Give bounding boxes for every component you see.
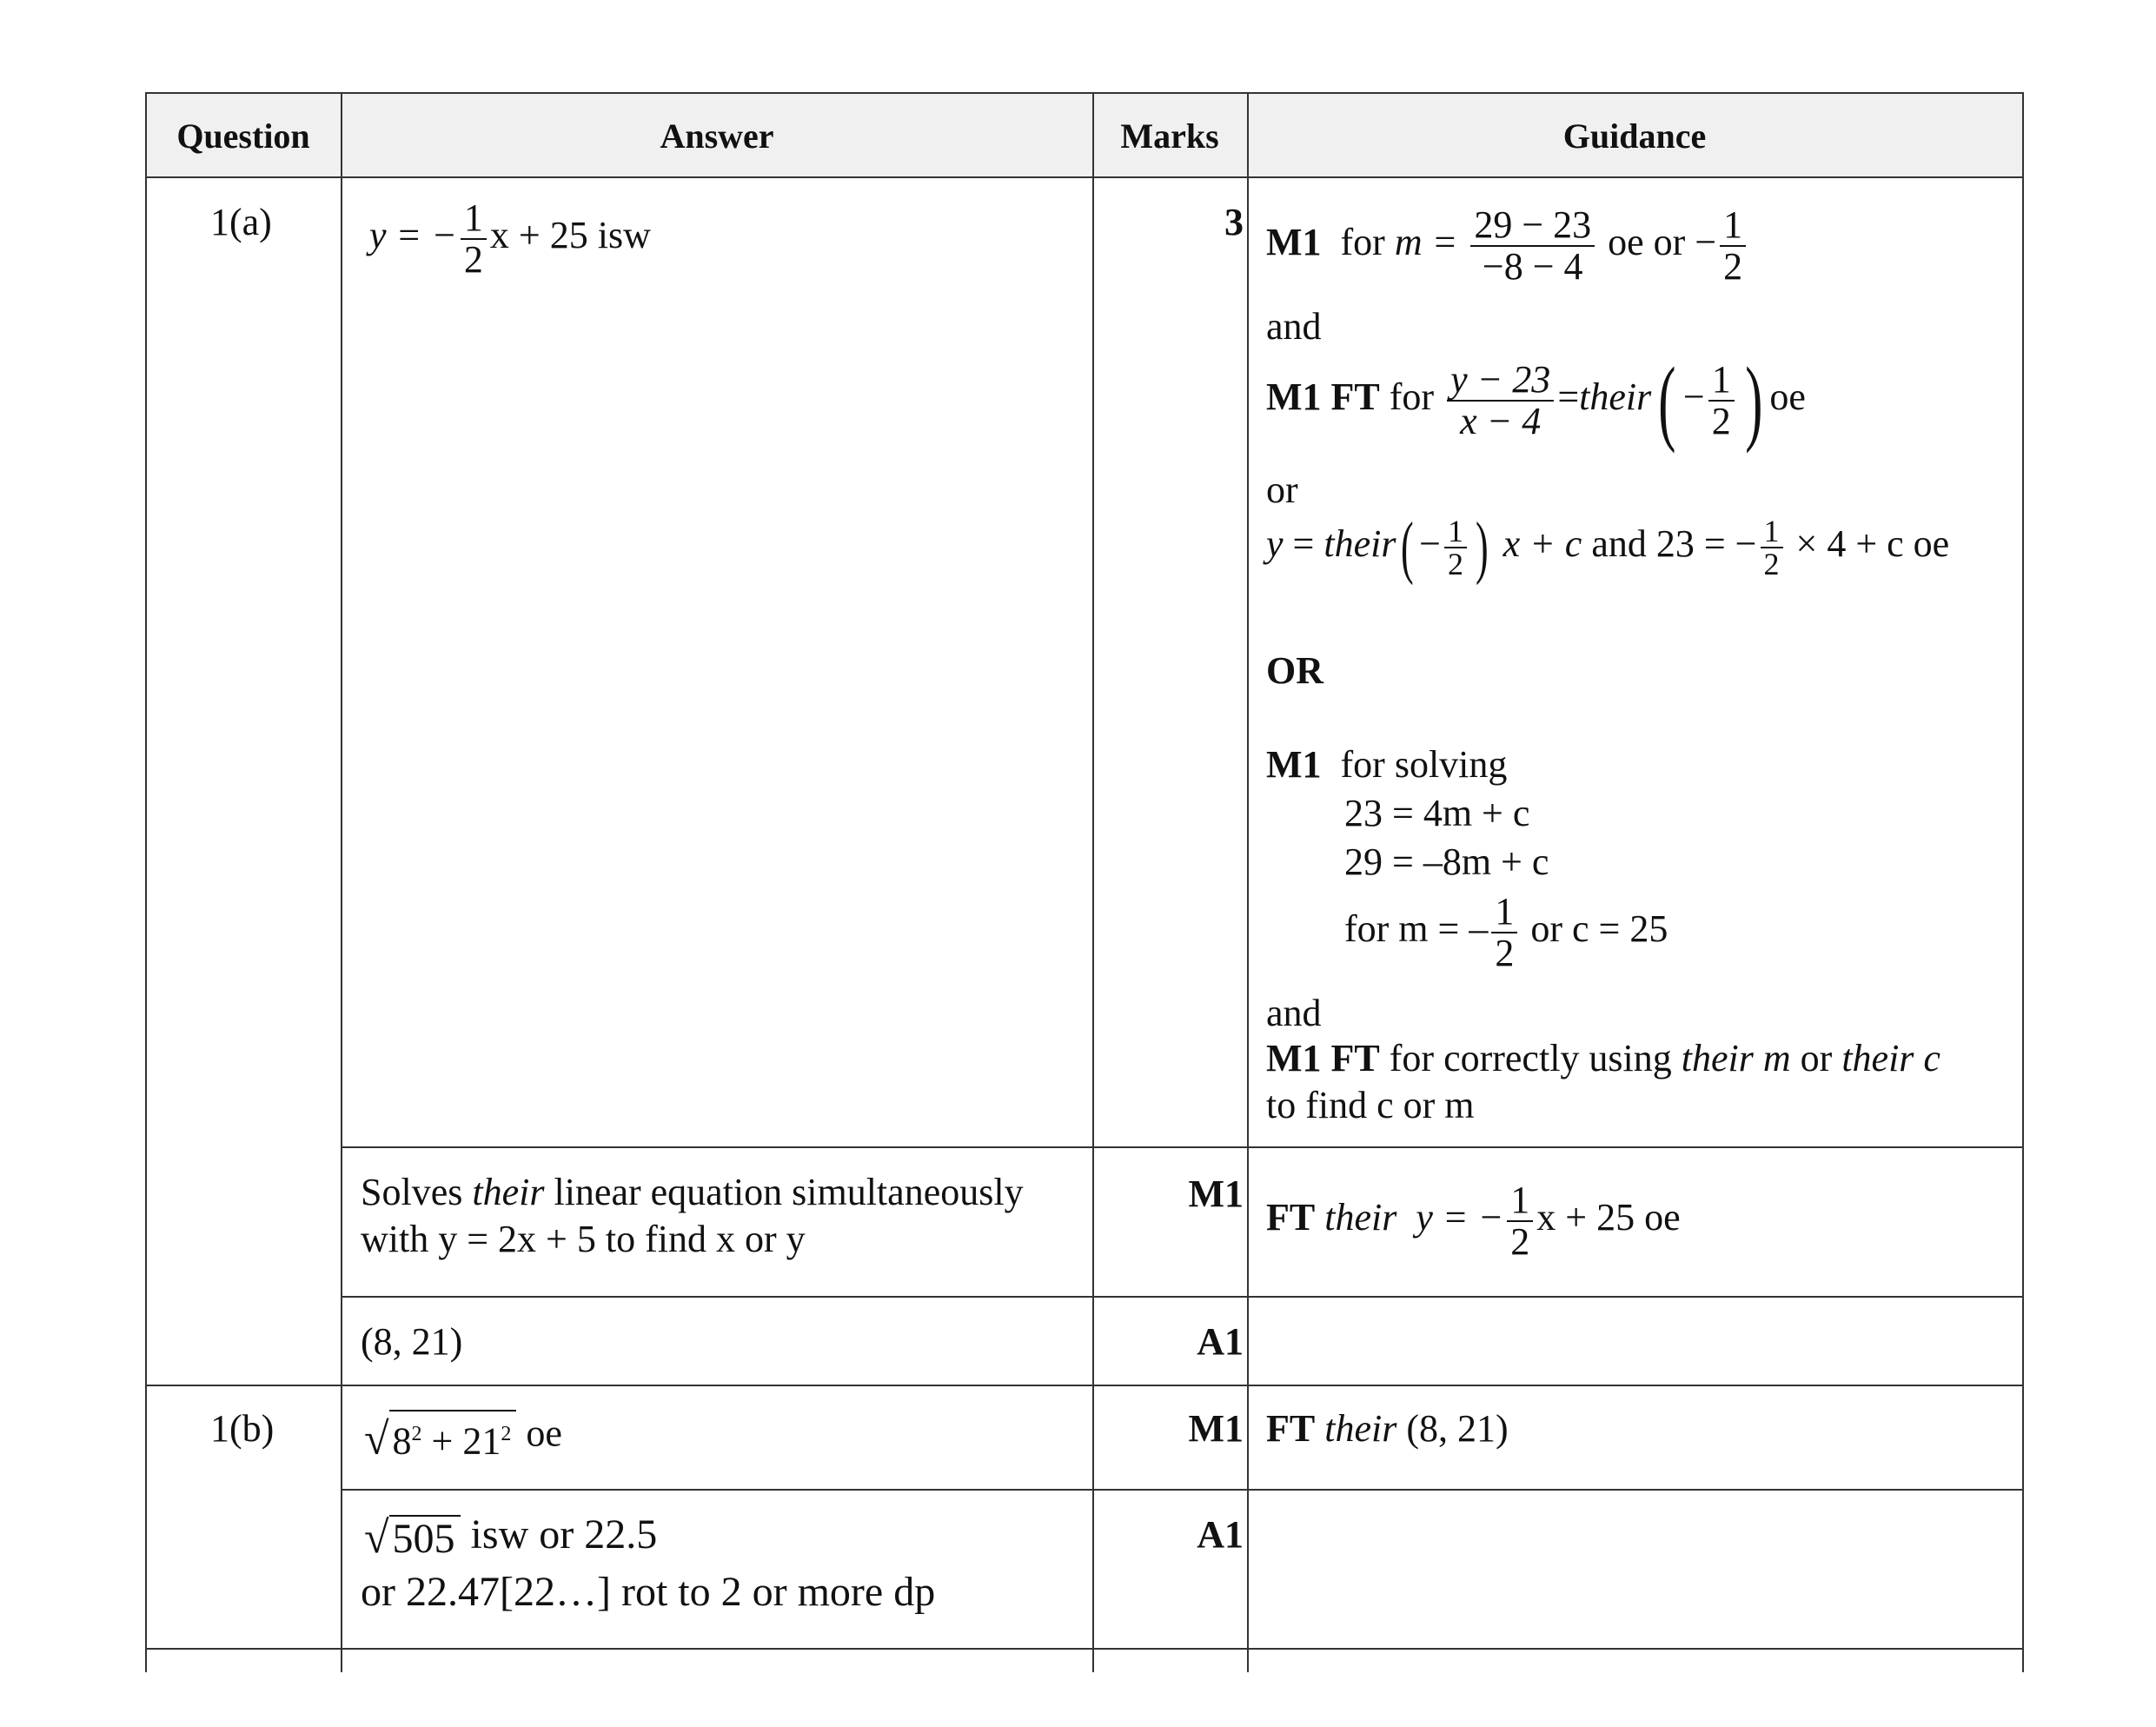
fraction-numerator: 29 − 23 bbox=[1474, 203, 1592, 246]
row-divider bbox=[342, 1296, 2024, 1298]
left-paren: ( bbox=[1401, 509, 1415, 586]
fraction-denominator: 2 bbox=[1761, 547, 1783, 580]
answer-equation bbox=[369, 198, 651, 280]
answer-text: linear equation simultaneously bbox=[554, 1171, 1024, 1213]
guidance-text: m = bbox=[1394, 221, 1458, 264]
guidance-text: − bbox=[1682, 375, 1705, 419]
mark-code: M1 bbox=[1266, 743, 1322, 786]
radicand: 505 bbox=[389, 1515, 461, 1562]
guidance-text: oe bbox=[1769, 375, 1806, 419]
guidance-line-equation bbox=[1266, 509, 1950, 586]
guidance-text: for correctly using bbox=[1389, 1037, 1672, 1079]
guidance-text: − bbox=[1695, 221, 1717, 264]
answer-solves-line2: with y = 2x + 5 to find x or y bbox=[361, 1218, 806, 1260]
marks-value: M1 bbox=[1188, 1172, 1244, 1215]
mark-code: M1 FT bbox=[1266, 1037, 1380, 1079]
sqrt-expression bbox=[364, 1512, 461, 1563]
answer-rounding: or 22.47[22…] rot to 2 or more dp bbox=[361, 1569, 936, 1615]
answer-text: + 21 bbox=[421, 1419, 501, 1463]
fraction-numerator: y − 23 bbox=[1450, 358, 1551, 401]
mark-scheme-table bbox=[145, 92, 2024, 1672]
mark-code: FT bbox=[1266, 1196, 1316, 1239]
table-border-top bbox=[145, 92, 2024, 94]
fraction-denominator: −8 − 4 bbox=[1470, 245, 1595, 287]
column-divider bbox=[1247, 92, 1249, 1672]
fraction bbox=[1708, 360, 1735, 442]
guidance-text: oe or bbox=[1608, 221, 1686, 264]
guidance-text: for bbox=[1389, 375, 1435, 419]
header-marks: Marks bbox=[1120, 116, 1219, 156]
guidance-text: their bbox=[1579, 375, 1652, 419]
question-divider bbox=[145, 1385, 2024, 1386]
guidance-text: their bbox=[1323, 522, 1396, 566]
answer-distance-expression bbox=[364, 1410, 562, 1465]
guidance-text: = bbox=[1557, 375, 1580, 419]
fraction bbox=[1507, 1180, 1533, 1262]
exponent: 2 bbox=[411, 1423, 422, 1445]
answer-lhs: y = − bbox=[369, 214, 457, 257]
row-divider bbox=[342, 1489, 2024, 1491]
fraction-numerator: 1 bbox=[1723, 203, 1743, 246]
guidance-or: or bbox=[1266, 468, 1298, 511]
header-answer: Answer bbox=[660, 116, 774, 156]
mark-code: FT bbox=[1266, 1407, 1316, 1450]
guidance-for-m bbox=[1344, 892, 1668, 973]
fraction-numerator: 1 bbox=[463, 196, 483, 239]
answer-text: 8 bbox=[392, 1419, 412, 1463]
question-label: 1(b) bbox=[210, 1407, 275, 1450]
marks-value: A1 bbox=[1197, 1513, 1244, 1556]
guidance-m1-solving bbox=[1266, 742, 1507, 787]
fraction-numerator: 1 bbox=[1447, 514, 1463, 548]
answer-text: oe bbox=[526, 1411, 562, 1455]
fraction bbox=[1447, 360, 1554, 442]
answer-solves-line1 bbox=[361, 1170, 1024, 1215]
guidance-or-caps: OR bbox=[1266, 649, 1323, 692]
guidance-text: (8, 21) bbox=[1406, 1407, 1509, 1450]
mark-code: M1 FT bbox=[1266, 375, 1380, 419]
guidance-text: for bbox=[1340, 221, 1385, 264]
guidance-text: their bbox=[1324, 1407, 1397, 1450]
guidance-text: = bbox=[1292, 522, 1315, 566]
sqrt-expression bbox=[364, 1410, 516, 1465]
column-divider bbox=[1092, 92, 1094, 1672]
guidance-text: their bbox=[1324, 1196, 1397, 1239]
fraction bbox=[1491, 892, 1517, 973]
guidance-text: x + 25 oe bbox=[1536, 1196, 1681, 1239]
fraction-denominator: 2 bbox=[461, 238, 487, 280]
fraction-denominator: 2 bbox=[1708, 400, 1735, 442]
guidance-equation-1: 23 = 4m + c bbox=[1344, 792, 1530, 834]
column-divider bbox=[341, 92, 342, 1672]
fraction-numerator: 1 bbox=[1510, 1179, 1530, 1221]
fraction-denominator: 2 bbox=[1491, 932, 1517, 973]
guidance-to-find: to find c or m bbox=[1266, 1084, 1475, 1126]
fraction bbox=[1470, 205, 1595, 287]
fraction bbox=[1720, 205, 1746, 287]
fraction-numerator: 1 bbox=[1495, 890, 1515, 933]
fraction-denominator: 2 bbox=[1444, 547, 1467, 580]
fraction-denominator: x − 4 bbox=[1447, 400, 1554, 442]
table-border-right bbox=[2022, 92, 2024, 1672]
table-border-left bbox=[145, 92, 147, 1672]
mark-code: M1 bbox=[1266, 221, 1322, 264]
answer-rhs: x + 25 isw bbox=[489, 214, 651, 257]
sqrt-icon: √ bbox=[364, 1414, 389, 1465]
answer-point: (8, 21) bbox=[361, 1320, 463, 1363]
guidance-text: their m bbox=[1681, 1037, 1791, 1079]
guidance-text: their c bbox=[1841, 1037, 1940, 1079]
guidance-text: − bbox=[1419, 522, 1441, 566]
guidance-m1ft-line bbox=[1266, 348, 1806, 454]
guidance-m1ft-using bbox=[1266, 1036, 1940, 1081]
answer-text: their bbox=[472, 1171, 545, 1213]
answer-text: Solves bbox=[361, 1171, 463, 1213]
left-paren: ( bbox=[1658, 348, 1676, 454]
radicand bbox=[389, 1410, 517, 1465]
header-divider bbox=[145, 176, 2024, 178]
fraction-numerator: 1 bbox=[1763, 514, 1780, 548]
marks-value: M1 bbox=[1188, 1407, 1244, 1450]
guidance-text: y = − bbox=[1416, 1196, 1504, 1239]
row-divider bbox=[342, 1146, 2024, 1148]
header-guidance: Guidance bbox=[1562, 116, 1707, 156]
answer-distance-value bbox=[364, 1512, 657, 1562]
guidance-and: and bbox=[1266, 305, 1322, 348]
fraction bbox=[1761, 515, 1783, 580]
guidance-text: for m = – bbox=[1344, 907, 1489, 951]
fraction bbox=[461, 198, 487, 280]
guidance-text: for solving bbox=[1340, 743, 1508, 786]
guidance-text: x + c bbox=[1503, 522, 1582, 566]
question-label: 1(a) bbox=[210, 201, 272, 243]
marks-value: 3 bbox=[1224, 201, 1244, 243]
fraction bbox=[1444, 515, 1467, 580]
fraction-denominator: 2 bbox=[1507, 1220, 1533, 1262]
row-divider bbox=[145, 1648, 2024, 1650]
exponent: 2 bbox=[501, 1423, 512, 1445]
fraction-numerator: 1 bbox=[1711, 358, 1731, 401]
header-question: Question bbox=[176, 116, 310, 156]
guidance-ft-point bbox=[1266, 1406, 1509, 1451]
right-paren: ) bbox=[1475, 509, 1489, 586]
sqrt-icon: √ bbox=[364, 1512, 389, 1563]
guidance-text: y bbox=[1266, 522, 1284, 566]
guidance-text: or c = 25 bbox=[1530, 907, 1668, 951]
guidance-m1-gradient bbox=[1266, 205, 1749, 287]
fraction-denominator: 2 bbox=[1720, 245, 1746, 287]
guidance-text: × 4 + c oe bbox=[1795, 522, 1950, 566]
guidance-equation-2: 29 = –8m + c bbox=[1344, 840, 1549, 883]
answer-text: isw or 22.5 bbox=[470, 1511, 658, 1558]
guidance-text: and 23 = − bbox=[1591, 522, 1757, 566]
guidance-ft-their bbox=[1266, 1180, 1681, 1262]
right-paren: ) bbox=[1744, 348, 1763, 454]
marks-value: A1 bbox=[1197, 1320, 1244, 1363]
guidance-text: or bbox=[1800, 1037, 1833, 1079]
guidance-and: and bbox=[1266, 992, 1322, 1034]
